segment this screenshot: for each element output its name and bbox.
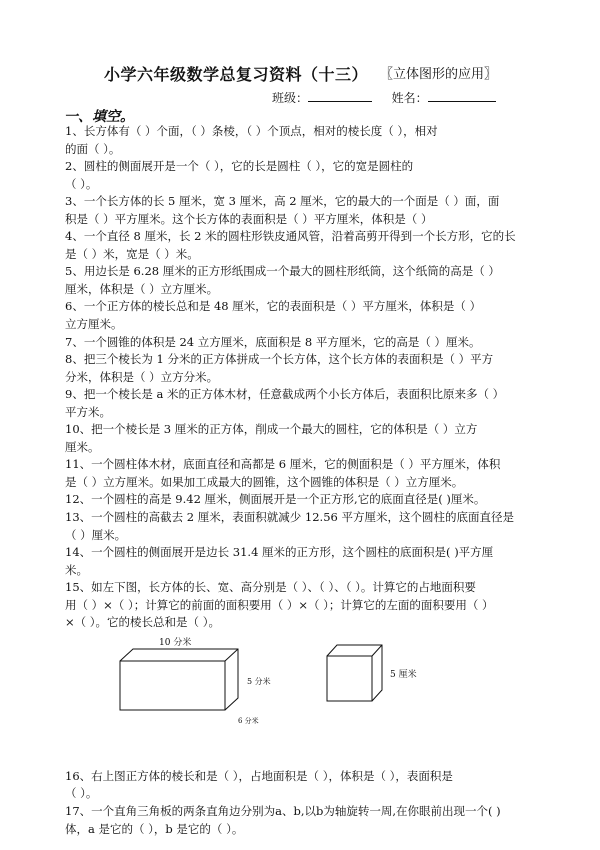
question-line: 12、一个圆柱的高是 9.42 厘米，侧面展开是一个正方形,它的底面直径是( )厘米。: [65, 492, 486, 507]
question-line: 体，a 是它的（ ），b 是它的（ ）。: [65, 821, 244, 836]
cuboid-back-edges: [120, 649, 238, 710]
question-line: 5、用边长是 6.28 厘米的正方形纸围成一个最大的圆柱形纸筒，这个纸筒的高是（ ）: [65, 264, 500, 279]
student-info-row: [272, 89, 496, 106]
cube-front-face: [327, 656, 372, 701]
question-line: 2、圆柱的侧面展开是一个（ ），它的长是圆柱（ ），它的宽是圆柱的: [65, 159, 414, 174]
question-line: 7、一个圆锥的体积是 24 立方厘米，底面积是 8 平方厘米，它的高是（ ）厘米。: [65, 334, 481, 349]
cuboid-top-right-edge: [225, 649, 238, 661]
question-line: 立方厘米。: [65, 317, 123, 332]
question-line: （ ）厘米。: [65, 527, 127, 542]
solid-figures: [65, 632, 545, 768]
header: [0, 62, 600, 84]
question-line: 10、把一个棱长是 3 厘米的正方体，削成一个最大的圆柱，它的体积是（ ）立方: [65, 422, 478, 437]
question-line: 15、如左下图，长方体的长、宽、高分别是（ ）、（ ）、（ ）。计算它的占地面积要: [65, 580, 476, 595]
question-line: 1、长方体有（ ）个面，（ ）条棱，（ ）个顶点，相对的棱长度（ ），相对: [65, 124, 438, 138]
question-line: 6、一个正方体的棱长总和是 48 厘米，它的表面积是（ ）平方厘米，体积是（ ）: [65, 299, 482, 314]
figure-area: [65, 632, 545, 768]
question-line: 用（ ）×（ ）；计算它的前面的面积要用（ ）×（ ）；计算它的左面的面积要用（ ）: [65, 597, 494, 612]
question-line: 9、把一个棱长是 a 米的正方体木材，任意截成两个小长方体后，表面积比原来多（ ）: [65, 387, 505, 402]
question-line: （ ）。: [65, 176, 98, 191]
question-line: 的面（ ）。: [65, 141, 121, 156]
class-blank: [308, 89, 372, 102]
page-subtitle: 〖立体图形的应用〗: [380, 67, 498, 82]
page-title: 小学六年级数学总复习资料（十三）: [104, 65, 369, 84]
name-blank: [428, 89, 496, 102]
question-line: 是（ ）米，宽是（ ）米。: [65, 246, 199, 261]
question-line: 厘米，体积是（ ）立方厘米。: [65, 281, 219, 296]
question-line: 8、把三个棱长为 1 分米的正方体拼成一个长方体，这个长方体的表面积是（ ）平方: [65, 352, 494, 367]
name-label: 姓名：: [391, 91, 428, 105]
question-line: 3、一个长方体的长 5 厘米，宽 3 厘米，高 2 厘米，它的最大的一个面是（ ）面，面: [65, 194, 500, 209]
question-line: ×（ ）。它的棱长总和是（ ）。: [65, 615, 220, 630]
question-line: 米。: [65, 562, 88, 577]
question-line: 16、右上图正方体的棱长和是（ ），占地面积是（ ），体积是（ ），表面积是: [65, 768, 453, 783]
cube-figure: [327, 645, 382, 701]
question-line: 17、一个直角三角板的两条直角边分别为a、b,以b为轴旋转一周,在你眼前出现一个( ): [65, 803, 501, 818]
question-line: （ ）。: [65, 786, 98, 801]
section-title: 一、填空。: [64, 109, 134, 125]
cuboid-figure: [120, 649, 238, 710]
question-line: 11、一个圆柱体木材，底面直径和高都是 6 厘米，它的侧面积是（ ）平方厘米，体积: [65, 457, 501, 472]
cuboid-front-face: [120, 661, 225, 710]
cube-edge-label: 5 厘米: [390, 669, 417, 680]
cuboid-length-label: 10 分米: [159, 637, 192, 648]
class-label: 班级：: [272, 91, 309, 105]
question-list: [65, 123, 545, 838]
question-line: 分米，体积是（ ）立方分米。: [65, 369, 219, 384]
question-line: 积是（ ）平方厘米。这个长方体的表面积是（ ）平方厘米，体积是（ ）: [65, 211, 433, 226]
question-line: 14、一个圆柱的侧面展开是边长 31.4 厘米的正方形，这个圆柱的底面积是( )平方厘: [65, 545, 494, 560]
cuboid-height-label: 5 分米: [247, 676, 271, 686]
cube-top-right-edge: [372, 645, 382, 656]
question-line: 13、一个圆柱的高截去 2 厘米，表面积就减少 12.56 平方厘米，这个圆柱的底面直径是: [65, 510, 514, 525]
question-line: 4、一个直径 8 厘米，长 2 米的圆柱形铁皮通风管，沿着高剪开得到一个长方形，它的长: [65, 229, 516, 244]
cuboid-width-label: 6 分米: [238, 716, 259, 725]
question-line: 是（ ）立方厘米。如果加工成最大的圆锥，这个圆锥的体积是（ ）立方厘米。: [65, 474, 464, 489]
question-line: 厘米。: [65, 439, 100, 454]
question-line: 平方米。: [65, 404, 111, 419]
